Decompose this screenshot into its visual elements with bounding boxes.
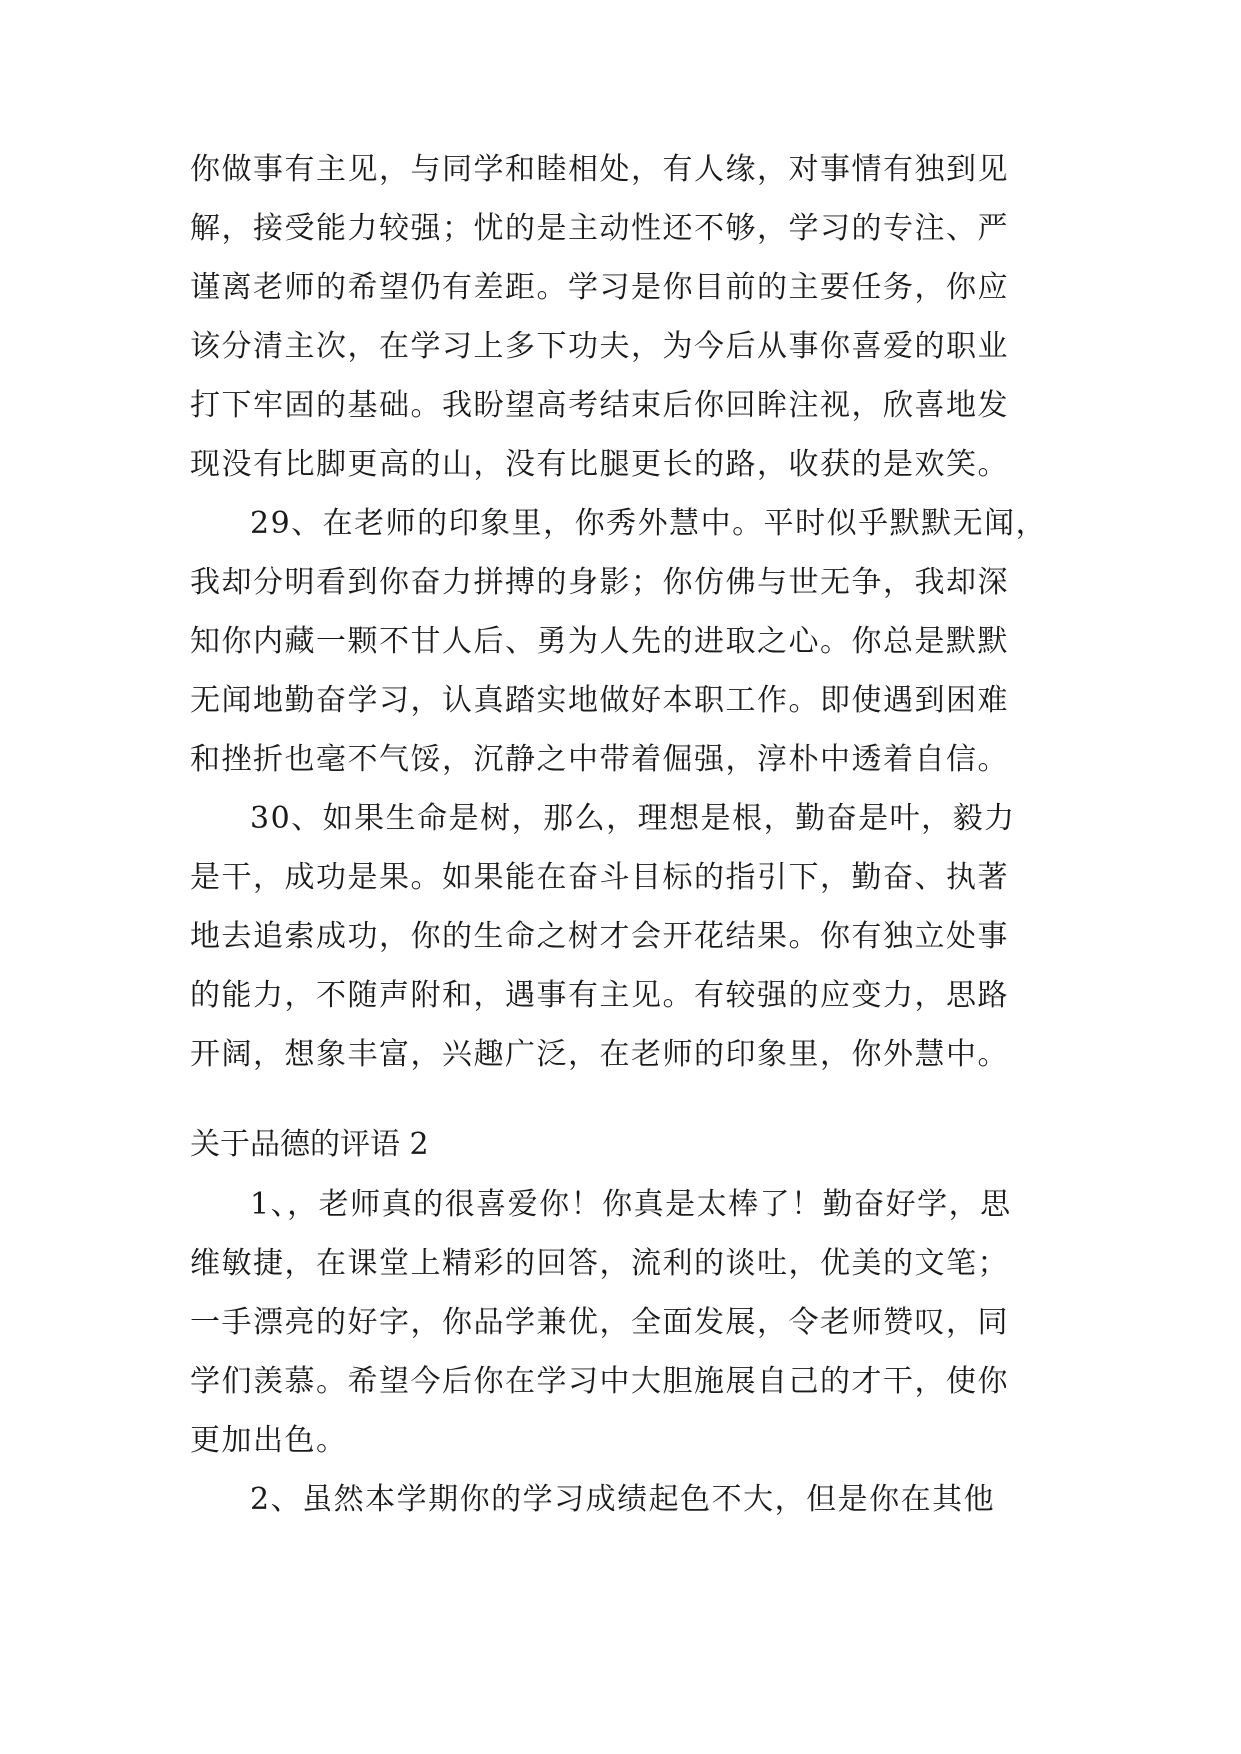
paragraph-line: 现没有比脚更高的山，没有比腿更长的路，收获的是欢笑。 <box>190 447 1009 482</box>
paragraph-line: 地去追索成功，你的生命之树才会开花结果。你有独立处事 <box>190 919 1009 954</box>
paragraph-line: 的能力，不随声附和，遇事有主见。有较强的应变力，思路 <box>190 978 1009 1013</box>
section-heading: 关于品德的评语 2 <box>190 1127 429 1162</box>
paragraph-line: 知你内藏一颗不甘人后、勇为人先的进取之心。你总是默默 <box>190 624 1009 659</box>
item-2-first-line: 2、虽然本学期你的学习成绩起色不大，但是你在其他 <box>250 1482 996 1517</box>
paragraph-line: 你做事有主见，与同学和睦相处，有人缘，对事情有独到见 <box>190 152 1009 187</box>
paragraph-line: 维敏捷，在课堂上精彩的回答，流利的谈吐，优美的文笔； <box>190 1246 1009 1281</box>
paragraph-line: 解，接受能力较强；忧的是主动性还不够，学习的专注、严 <box>190 211 1009 246</box>
paragraph-line: 该分清主次，在学习上多下功夫，为今后从事你喜爱的职业 <box>190 329 1009 364</box>
paragraph-line: 一手漂亮的好字，你品学兼优，全面发展，令老师赞叹，同 <box>190 1305 1009 1340</box>
paragraph-line: 是干，成功是果。如果能在奋斗目标的指引下，勤奋、执著 <box>190 860 1009 895</box>
paragraph-line: 打下牢固的基础。我盼望高考结束后你回眸注视，欣喜地发 <box>190 388 1009 423</box>
paragraph-line: 更加出色。 <box>190 1423 348 1458</box>
paragraph-line: 开阔，想象丰富，兴趣广泛，在老师的印象里，你外慧中。 <box>190 1037 1009 1072</box>
paragraph-line: 我却分明看到你奋力拼搏的身影；你仿佛与世无争，我却深 <box>190 565 1009 600</box>
paragraph-line: 无闻地勤奋学习，认真踏实地做好本职工作。即使遇到困难 <box>190 683 1009 718</box>
paragraph-line: 学们羡慕。希望今后你在学习中大胆施展自己的才干，使你 <box>190 1364 1009 1399</box>
item-29-first-line: 29、在老师的印象里，你秀外慧中。平时似乎默默无闻， <box>250 506 1048 541</box>
item-1-first-line: 1、，老师真的很喜爱你！你真是太棒了！勤奋好学，思 <box>250 1187 1012 1222</box>
paragraph-line: 和挫折也毫不气馁，沉静之中带着倔强，淳朴中透着自信。 <box>190 742 1009 777</box>
item-30-first-line: 30、如果生命是树，那么，理想是根，勤奋是叶，毅力 <box>250 801 1016 836</box>
paragraph-line: 谨离老师的希望仍有差距。学习是你目前的主要任务，你应 <box>190 270 1009 305</box>
